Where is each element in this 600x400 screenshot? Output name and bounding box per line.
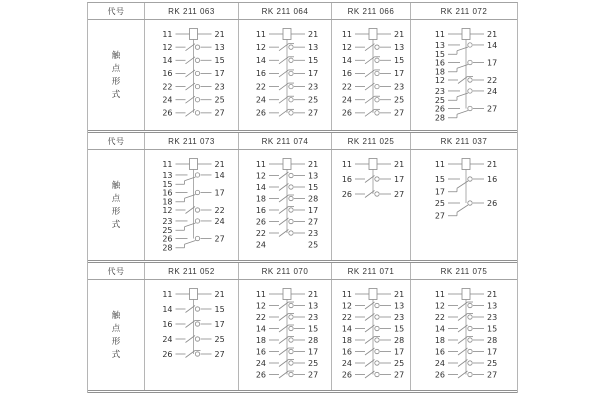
svg-text:27: 27 xyxy=(308,108,319,118)
svg-text:28: 28 xyxy=(434,113,445,123)
svg-text:14: 14 xyxy=(255,182,266,192)
svg-text:18: 18 xyxy=(255,194,266,204)
svg-text:24: 24 xyxy=(487,86,498,96)
svg-text:21: 21 xyxy=(214,29,225,39)
svg-text:26: 26 xyxy=(255,108,266,118)
svg-text:17: 17 xyxy=(214,69,225,79)
svg-text:17: 17 xyxy=(487,58,498,68)
svg-text:27: 27 xyxy=(214,349,225,359)
svg-text:24: 24 xyxy=(162,334,173,344)
svg-text:22: 22 xyxy=(255,228,266,238)
svg-text:21: 21 xyxy=(214,159,225,169)
contact-diagram-cell xyxy=(410,280,517,390)
svg-text:12: 12 xyxy=(162,42,173,52)
diagram-row xyxy=(88,20,517,130)
svg-text:22: 22 xyxy=(162,82,173,92)
svg-text:13: 13 xyxy=(308,301,319,311)
svg-text:21: 21 xyxy=(308,159,319,169)
svg-text:26: 26 xyxy=(162,349,173,359)
svg-text:11: 11 xyxy=(162,29,173,39)
svg-text:13: 13 xyxy=(308,42,319,52)
model-code-RK-211-064: RK 211 064 xyxy=(238,3,331,19)
svg-text:25: 25 xyxy=(214,334,225,344)
svg-text:26: 26 xyxy=(341,189,352,199)
svg-text:11: 11 xyxy=(341,29,352,39)
svg-text:11: 11 xyxy=(255,159,266,169)
svg-text:23: 23 xyxy=(394,82,405,92)
svg-text:22: 22 xyxy=(255,82,266,92)
svg-text:15: 15 xyxy=(162,180,173,190)
svg-text:27: 27 xyxy=(434,211,445,221)
svg-text:27: 27 xyxy=(394,108,405,118)
diagram-row xyxy=(88,280,517,390)
svg-text:26: 26 xyxy=(341,370,352,380)
svg-text:15: 15 xyxy=(214,304,225,314)
svg-text:22: 22 xyxy=(434,312,445,322)
svg-text:22: 22 xyxy=(255,312,266,322)
svg-text:18: 18 xyxy=(162,197,173,207)
contact-form-label: 触 点 形 式 xyxy=(111,180,121,229)
contact-diagram-cell xyxy=(144,280,238,390)
svg-text:21: 21 xyxy=(487,29,498,39)
svg-text:23: 23 xyxy=(308,228,319,238)
svg-text:24: 24 xyxy=(255,240,266,250)
model-code-RK-211-070: RK 211 070 xyxy=(238,263,331,279)
header-row xyxy=(88,3,517,20)
svg-text:14: 14 xyxy=(162,56,173,66)
svg-text:11: 11 xyxy=(434,159,445,169)
svg-text:16: 16 xyxy=(162,319,173,329)
svg-text:16: 16 xyxy=(162,69,173,79)
svg-text:28: 28 xyxy=(162,243,173,253)
svg-text:23: 23 xyxy=(308,82,319,92)
svg-text:14: 14 xyxy=(487,40,498,50)
contact-diagram-RK-211-070 xyxy=(239,280,331,390)
contact-diagram-cell xyxy=(331,20,410,130)
svg-text:17: 17 xyxy=(434,187,445,197)
contact-diagram-cell xyxy=(410,150,517,260)
svg-text:17: 17 xyxy=(394,69,405,79)
svg-text:16: 16 xyxy=(255,69,266,79)
svg-text:12: 12 xyxy=(341,42,352,52)
model-code-RK-211-037: RK 211 037 xyxy=(410,133,517,149)
svg-text:15: 15 xyxy=(308,56,319,66)
svg-text:13: 13 xyxy=(394,301,405,311)
svg-text:11: 11 xyxy=(162,289,173,299)
svg-text:24: 24 xyxy=(162,95,173,105)
svg-text:21: 21 xyxy=(487,289,498,299)
svg-text:15: 15 xyxy=(434,50,445,60)
contact-diagram-RK-211-075 xyxy=(411,280,517,390)
svg-text:25: 25 xyxy=(308,240,319,250)
svg-text:24: 24 xyxy=(341,95,352,105)
svg-text:16: 16 xyxy=(434,347,445,357)
svg-text:27: 27 xyxy=(308,217,319,227)
model-code-RK-211-052: RK 211 052 xyxy=(144,263,238,279)
contact-diagram-cell xyxy=(238,150,331,260)
code-row-label: 代号 xyxy=(107,136,125,146)
svg-text:15: 15 xyxy=(308,182,319,192)
svg-text:17: 17 xyxy=(394,174,405,184)
svg-text:24: 24 xyxy=(434,358,445,368)
code-row-label: 代号 xyxy=(107,266,125,276)
svg-text:25: 25 xyxy=(214,95,225,105)
svg-text:21: 21 xyxy=(487,159,498,169)
svg-text:24: 24 xyxy=(214,216,225,226)
svg-text:14: 14 xyxy=(214,170,225,180)
contact-diagram-RK-211-052 xyxy=(145,280,238,390)
contact-diagram-cell xyxy=(410,20,517,130)
contact-diagram-cell xyxy=(238,20,331,130)
svg-text:23: 23 xyxy=(394,312,405,322)
svg-text:12: 12 xyxy=(255,301,266,311)
svg-text:26: 26 xyxy=(434,104,445,114)
svg-text:11: 11 xyxy=(162,159,173,169)
header-row xyxy=(88,263,517,280)
svg-text:26: 26 xyxy=(434,370,445,380)
code-row-label: 代号 xyxy=(107,6,125,16)
svg-text:15: 15 xyxy=(434,174,445,184)
contact-diagram-RK-211-064 xyxy=(239,20,331,130)
svg-text:16: 16 xyxy=(255,205,266,215)
svg-text:26: 26 xyxy=(162,108,173,118)
svg-text:23: 23 xyxy=(434,86,445,96)
svg-text:28: 28 xyxy=(308,194,319,204)
svg-text:26: 26 xyxy=(162,234,173,244)
svg-text:28: 28 xyxy=(394,335,405,345)
svg-text:18: 18 xyxy=(255,335,266,345)
svg-text:22: 22 xyxy=(214,205,225,215)
svg-text:28: 28 xyxy=(487,335,498,345)
svg-text:21: 21 xyxy=(394,29,405,39)
svg-text:27: 27 xyxy=(214,108,225,118)
svg-text:25: 25 xyxy=(308,358,319,368)
svg-text:15: 15 xyxy=(487,324,498,334)
svg-text:17: 17 xyxy=(308,69,319,79)
svg-text:23: 23 xyxy=(308,312,319,322)
svg-text:27: 27 xyxy=(394,370,405,380)
svg-text:16: 16 xyxy=(341,174,352,184)
svg-text:27: 27 xyxy=(308,370,319,380)
svg-text:16: 16 xyxy=(162,188,173,198)
svg-text:14: 14 xyxy=(255,324,266,334)
svg-text:28: 28 xyxy=(308,335,319,345)
svg-text:27: 27 xyxy=(394,189,405,199)
contact-diagram-cell xyxy=(331,150,410,260)
model-code-RK-211-075: RK 211 075 xyxy=(410,263,517,279)
svg-text:15: 15 xyxy=(394,56,405,66)
svg-text:13: 13 xyxy=(214,42,225,52)
model-code-RK-211-025: RK 211 025 xyxy=(331,133,410,149)
svg-text:14: 14 xyxy=(255,56,266,66)
svg-text:14: 14 xyxy=(341,56,352,66)
svg-text:27: 27 xyxy=(487,370,498,380)
svg-text:17: 17 xyxy=(487,347,498,357)
svg-text:16: 16 xyxy=(434,58,445,68)
relay-contact-table xyxy=(87,2,518,393)
svg-text:11: 11 xyxy=(255,29,266,39)
svg-text:27: 27 xyxy=(487,104,498,114)
svg-text:12: 12 xyxy=(255,171,266,181)
contact-diagram-cell xyxy=(238,280,331,390)
svg-text:12: 12 xyxy=(434,301,445,311)
svg-text:15: 15 xyxy=(214,56,225,66)
contact-diagram-RK-211-037 xyxy=(411,150,517,260)
svg-text:17: 17 xyxy=(308,205,319,215)
model-code-RK-211-063: RK 211 063 xyxy=(144,3,238,19)
model-code-RK-211-066: RK 211 066 xyxy=(331,3,410,19)
svg-text:11: 11 xyxy=(434,29,445,39)
svg-text:22: 22 xyxy=(341,82,352,92)
contact-diagram-cell xyxy=(144,20,238,130)
svg-text:25: 25 xyxy=(394,358,405,368)
svg-text:24: 24 xyxy=(255,358,266,368)
svg-text:25: 25 xyxy=(308,95,319,105)
svg-text:13: 13 xyxy=(308,171,319,181)
svg-text:25: 25 xyxy=(162,226,173,236)
svg-text:11: 11 xyxy=(255,289,266,299)
contact-form-label: 触 点 形 式 xyxy=(111,50,121,99)
svg-text:25: 25 xyxy=(434,96,445,106)
svg-text:26: 26 xyxy=(341,108,352,118)
svg-text:21: 21 xyxy=(394,289,405,299)
svg-text:13: 13 xyxy=(162,170,173,180)
svg-text:27: 27 xyxy=(214,234,225,244)
table-section-3 xyxy=(88,263,517,393)
svg-text:25: 25 xyxy=(487,358,498,368)
svg-text:13: 13 xyxy=(434,40,445,50)
contact-diagram-RK-211-074 xyxy=(239,150,331,260)
svg-text:25: 25 xyxy=(394,95,405,105)
svg-text:11: 11 xyxy=(341,159,352,169)
header-row xyxy=(88,133,517,150)
contact-diagram-RK-211-073 xyxy=(145,150,238,260)
svg-text:11: 11 xyxy=(341,289,352,299)
svg-text:18: 18 xyxy=(434,335,445,345)
svg-text:12: 12 xyxy=(341,301,352,311)
svg-text:24: 24 xyxy=(255,95,266,105)
svg-text:13: 13 xyxy=(394,42,405,52)
svg-text:17: 17 xyxy=(308,347,319,357)
model-code-RK-211-073: RK 211 073 xyxy=(144,133,238,149)
contact-diagram-cell xyxy=(144,150,238,260)
svg-text:12: 12 xyxy=(255,42,266,52)
svg-text:15: 15 xyxy=(394,324,405,334)
model-code-RK-211-074: RK 211 074 xyxy=(238,133,331,149)
svg-text:16: 16 xyxy=(255,347,266,357)
svg-text:14: 14 xyxy=(434,324,445,334)
table-section-2 xyxy=(88,133,517,263)
svg-text:16: 16 xyxy=(487,174,498,184)
svg-text:23: 23 xyxy=(162,216,173,226)
svg-text:21: 21 xyxy=(308,289,319,299)
svg-text:16: 16 xyxy=(341,69,352,79)
svg-text:18: 18 xyxy=(341,335,352,345)
svg-text:23: 23 xyxy=(487,312,498,322)
contact-diagram-RK-211-072 xyxy=(411,20,517,130)
svg-text:23: 23 xyxy=(214,82,225,92)
svg-text:24: 24 xyxy=(341,358,352,368)
contact-diagram-RK-211-025 xyxy=(332,150,410,260)
model-code-RK-211-072: RK 211 072 xyxy=(410,3,517,19)
svg-text:14: 14 xyxy=(162,304,173,314)
svg-text:22: 22 xyxy=(341,312,352,322)
contact-form-label: 触 点 形 式 xyxy=(111,310,121,359)
diagram-row xyxy=(88,150,517,260)
svg-text:14: 14 xyxy=(341,324,352,334)
contact-diagram-RK-211-071 xyxy=(332,280,410,390)
svg-text:17: 17 xyxy=(214,188,225,198)
svg-text:25: 25 xyxy=(434,198,445,208)
svg-text:21: 21 xyxy=(308,29,319,39)
svg-text:21: 21 xyxy=(394,159,405,169)
svg-text:22: 22 xyxy=(487,75,498,85)
svg-text:11: 11 xyxy=(434,289,445,299)
svg-text:21: 21 xyxy=(214,289,225,299)
svg-text:15: 15 xyxy=(308,324,319,334)
svg-text:16: 16 xyxy=(341,347,352,357)
svg-text:12: 12 xyxy=(162,205,173,215)
contact-diagram-RK-211-063 xyxy=(145,20,238,130)
svg-text:26: 26 xyxy=(255,217,266,227)
table-section-1 xyxy=(88,3,517,133)
svg-text:26: 26 xyxy=(487,198,498,208)
contact-diagram-cell xyxy=(331,280,410,390)
svg-text:13: 13 xyxy=(487,301,498,311)
svg-text:17: 17 xyxy=(214,319,225,329)
model-code-RK-211-071: RK 211 071 xyxy=(331,263,410,279)
svg-text:18: 18 xyxy=(434,67,445,77)
svg-text:26: 26 xyxy=(255,370,266,380)
svg-text:17: 17 xyxy=(394,347,405,357)
contact-diagram-RK-211-066 xyxy=(332,20,410,130)
svg-text:12: 12 xyxy=(434,75,445,85)
